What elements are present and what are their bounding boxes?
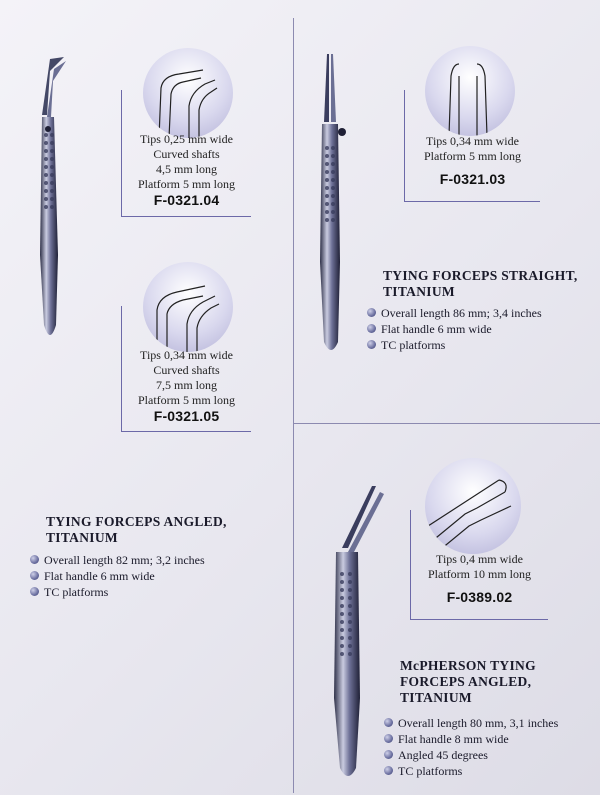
bullet-icon (30, 587, 39, 596)
list-item: TC platforms (367, 337, 597, 353)
feature-list-straight (367, 305, 597, 353)
spec-line: Platform 5 mm long (138, 393, 235, 407)
spec-box-f0321-05 (121, 306, 251, 432)
spec-line: Platform 10 mm long (428, 567, 531, 581)
list-item: Angled 45 degrees (384, 747, 596, 763)
section-title-straight: TYING FORCEPS STRAIGHT, TITANIUM (383, 268, 578, 299)
list-item: Overall length 82 mm; 3,2 inches (30, 552, 270, 568)
spec-box-f0321-04 (121, 90, 251, 217)
list-item: Overall length 80 mm, 3,1 inches (384, 715, 596, 731)
spec-line: Platform 5 mm long (138, 177, 235, 191)
vertical-divider (293, 18, 294, 793)
spec-box-f0389-02 (410, 510, 548, 620)
bullet-icon (30, 555, 39, 564)
section-title-mcpherson: McPHERSON TYING FORCEPS ANGLED, TITANIUM (400, 658, 536, 705)
list-item: Flat handle 6 mm wide (30, 568, 270, 584)
list-item: Flat handle 8 mm wide (384, 731, 596, 747)
section-title-angled: TYING FORCEPS ANGLED, TITANIUM (46, 514, 227, 545)
list-item: TC platforms (30, 584, 270, 600)
spec-line: Curved shafts (153, 147, 220, 161)
bullet-icon (384, 750, 393, 759)
list-item: Overall length 86 mm; 3,4 inches (367, 305, 597, 321)
spec-line: Tips 0,34 mm wide (140, 348, 233, 362)
spec-line: Tips 0,34 mm wide (426, 134, 519, 148)
bullet-icon (384, 766, 393, 775)
forceps-mcpherson-illustration (322, 478, 392, 788)
forceps-straight-illustration (312, 52, 352, 362)
horizontal-divider (293, 423, 600, 424)
spec-box-f0321-03 (404, 90, 540, 202)
product-code: F-0389.02 (446, 589, 513, 605)
spec-line: 4,5 mm long (155, 162, 217, 176)
list-item: TC platforms (384, 763, 596, 779)
forceps-angled-illustration (20, 55, 80, 355)
bleed-through-text (180, 240, 290, 254)
product-code: F-0321.05 (153, 408, 220, 424)
bullet-icon (384, 718, 393, 727)
spec-line: Tips 0,25 mm wide (140, 132, 233, 146)
product-code: F-0321.04 (153, 192, 220, 208)
spec-line: 7,5 mm long (155, 378, 217, 392)
bullet-icon (30, 571, 39, 580)
bullet-icon (384, 734, 393, 743)
bullet-icon (367, 340, 376, 349)
bullet-icon (367, 308, 376, 317)
spec-line: Tips 0,4 mm wide (436, 552, 523, 566)
spec-line: Curved shafts (153, 363, 220, 377)
list-item: Flat handle 6 mm wide (367, 321, 597, 337)
feature-list-mcpherson (384, 715, 596, 779)
product-code: F-0321.03 (439, 171, 506, 187)
bullet-icon (367, 324, 376, 333)
feature-list-angled (30, 552, 270, 600)
spec-line: Platform 5 mm long (424, 149, 521, 163)
